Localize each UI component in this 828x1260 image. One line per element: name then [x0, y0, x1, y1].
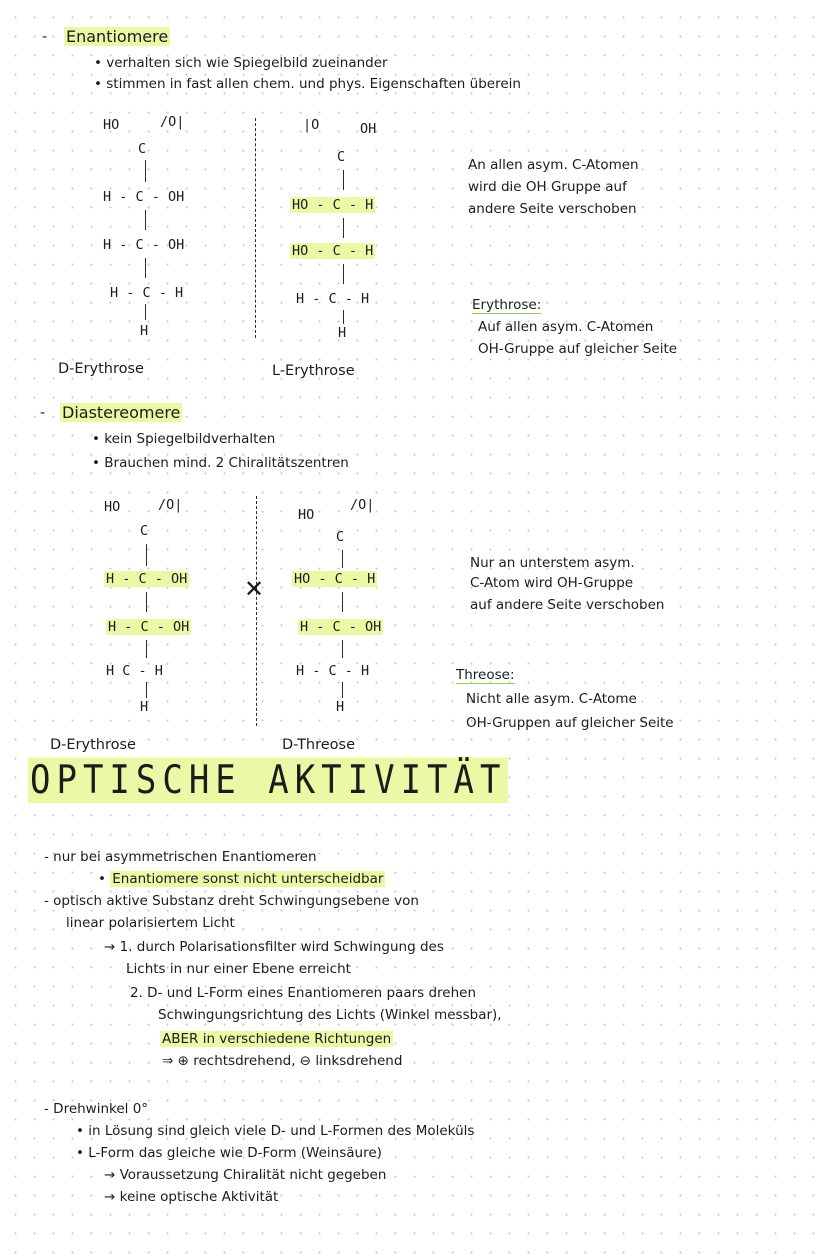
bond-line — [145, 210, 146, 230]
dw-line-3: → Voraussetzung Chiralität nicht gegeben — [104, 1167, 387, 1183]
mirror-line — [255, 118, 256, 338]
note-line: OH-Gruppen auf gleicher Seite — [466, 715, 674, 731]
oxygen-label: /O| — [350, 497, 375, 513]
row-3: H - C - H — [296, 291, 370, 307]
heading-diastereomere: Diastereomere — [62, 403, 181, 422]
bond-line — [342, 682, 343, 698]
bullet-enantiomere-1: • verhalten sich wie Spiegelbild zueinander — [94, 55, 388, 71]
note-line: Nicht alle asym. C-Atome — [466, 691, 637, 707]
bond-line — [146, 592, 147, 612]
dash-marker: - — [42, 29, 48, 45]
heading-enantiomere: Enantiomere — [66, 27, 169, 46]
row-2: H - C - OH — [108, 619, 190, 635]
hydroxyl-label: HO — [104, 499, 121, 515]
bullet-diastereomere-1: • kein Spiegelbildverhalten — [92, 431, 276, 447]
bond-line — [343, 310, 344, 324]
oxygen-label: |O — [303, 117, 320, 133]
oxygen-label: /O| — [160, 114, 185, 130]
row-2: H - C - OH — [300, 619, 382, 635]
carbon-label: C — [140, 523, 149, 539]
bond-line — [146, 682, 147, 698]
label-d-threose: D-Threose — [282, 737, 356, 753]
dw-line-4: → keine optische Aktivität — [104, 1189, 279, 1205]
row-4: H — [338, 325, 347, 341]
bullet-enantiomere-2: • stimmen in fast allen chem. und phys. Eigenschaften überein — [94, 76, 521, 92]
note-line: Auf allen asym. C-Atomen — [478, 319, 654, 335]
bond-line — [146, 640, 147, 658]
cross-mark: ✕ — [244, 575, 265, 603]
row-4: H — [140, 323, 149, 339]
dw-line-1: • in Lösung sind gleich viele D- und L-Formen des Moleküls — [76, 1123, 475, 1139]
bond-line — [145, 160, 146, 182]
row-2: HO - C - H — [292, 243, 374, 259]
bond-line — [343, 218, 344, 238]
row-1: H - C - OH — [103, 189, 185, 205]
note-line: Nur an unterstem asym. — [470, 555, 635, 571]
bond-line — [146, 544, 147, 566]
note-line: auf andere Seite verschoben — [470, 597, 665, 613]
oa-line-3: - optisch aktive Substanz dreht Schwingungsebene von — [44, 893, 419, 909]
row-3: H - C - H — [110, 285, 184, 301]
row-4: H — [336, 699, 345, 715]
row-1: H - C - OH — [106, 571, 188, 587]
oa-line-4: linear polarisiertem Licht — [66, 915, 235, 931]
oa-line-7: 2. D- und L-Form eines Enantiomeren paars drehen — [130, 985, 477, 1001]
label-l-erythrose: L-Erythrose — [272, 363, 355, 379]
hydroxyl-label: HO — [103, 117, 120, 133]
oa-line-1: - nur bei asymmetrischen Enantiomeren — [44, 849, 317, 865]
heading-drehwinkel: - Drehwinkel 0° — [44, 1101, 149, 1117]
note-title-threose: Threose: — [456, 667, 515, 683]
oa-line-8: Schwingungsrichtung des Lichts (Winkel messbar), — [158, 1007, 502, 1023]
row-1: HO - C - H — [294, 571, 376, 587]
oa-line-2: • Enantiomere sonst nicht unterscheidbar — [98, 871, 384, 887]
hydroxyl-label: HO — [298, 507, 315, 523]
row-2: H - C - OH — [103, 237, 185, 253]
carbon-label: C — [337, 149, 346, 165]
label-d-erythrose-2: D-Erythrose — [50, 737, 136, 753]
bond-line — [342, 550, 343, 568]
row-1: HO - C - H — [292, 197, 374, 213]
note-line: OH-Gruppe auf gleicher Seite — [478, 341, 678, 357]
row-4: H — [140, 699, 149, 715]
carbon-label: C — [138, 141, 147, 157]
bond-line — [342, 592, 343, 612]
oa-line-5: → 1. durch Polarisationsfilter wird Schwingung des — [104, 939, 444, 955]
row-3: H C - H — [106, 663, 163, 679]
bond-line — [343, 170, 344, 190]
oa-line-9: ABER in verschiedene Richtungen — [162, 1031, 392, 1047]
carbon-label: C — [336, 529, 345, 545]
note-title-erythrose: Erythrose: — [472, 297, 542, 313]
bond-line — [342, 640, 343, 658]
oxygen-label: /O| — [158, 497, 183, 513]
title-optische-aktivitaet: OPTISCHE AKTIVITÄT — [30, 757, 507, 804]
bond-line — [145, 258, 146, 278]
bond-line — [343, 264, 344, 284]
row-3: H - C - H — [296, 663, 370, 679]
dash-marker: - — [40, 405, 46, 421]
oa-line-10: ⇒ ⊕ rechtsdrehend, ⊖ linksdrehend — [162, 1053, 403, 1069]
oa-line-6: Lichts in nur einer Ebene erreicht — [126, 961, 351, 977]
bullet-diastereomere-2: • Brauchen mind. 2 Chiralitätszentren — [92, 455, 349, 471]
note-line: wird die OH Gruppe auf — [468, 179, 627, 195]
bond-line — [145, 304, 146, 320]
note-line: An allen asym. C-Atomen — [468, 157, 639, 173]
separator-line — [256, 496, 257, 726]
note-line: C-Atom wird OH-Gruppe — [470, 575, 634, 591]
note-line: andere Seite verschoben — [468, 201, 637, 217]
dw-line-2: • L-Form das gleiche wie D-Form (Weinsäure) — [76, 1145, 382, 1161]
hydroxyl-label: OH — [360, 121, 377, 137]
label-d-erythrose: D-Erythrose — [58, 361, 144, 377]
